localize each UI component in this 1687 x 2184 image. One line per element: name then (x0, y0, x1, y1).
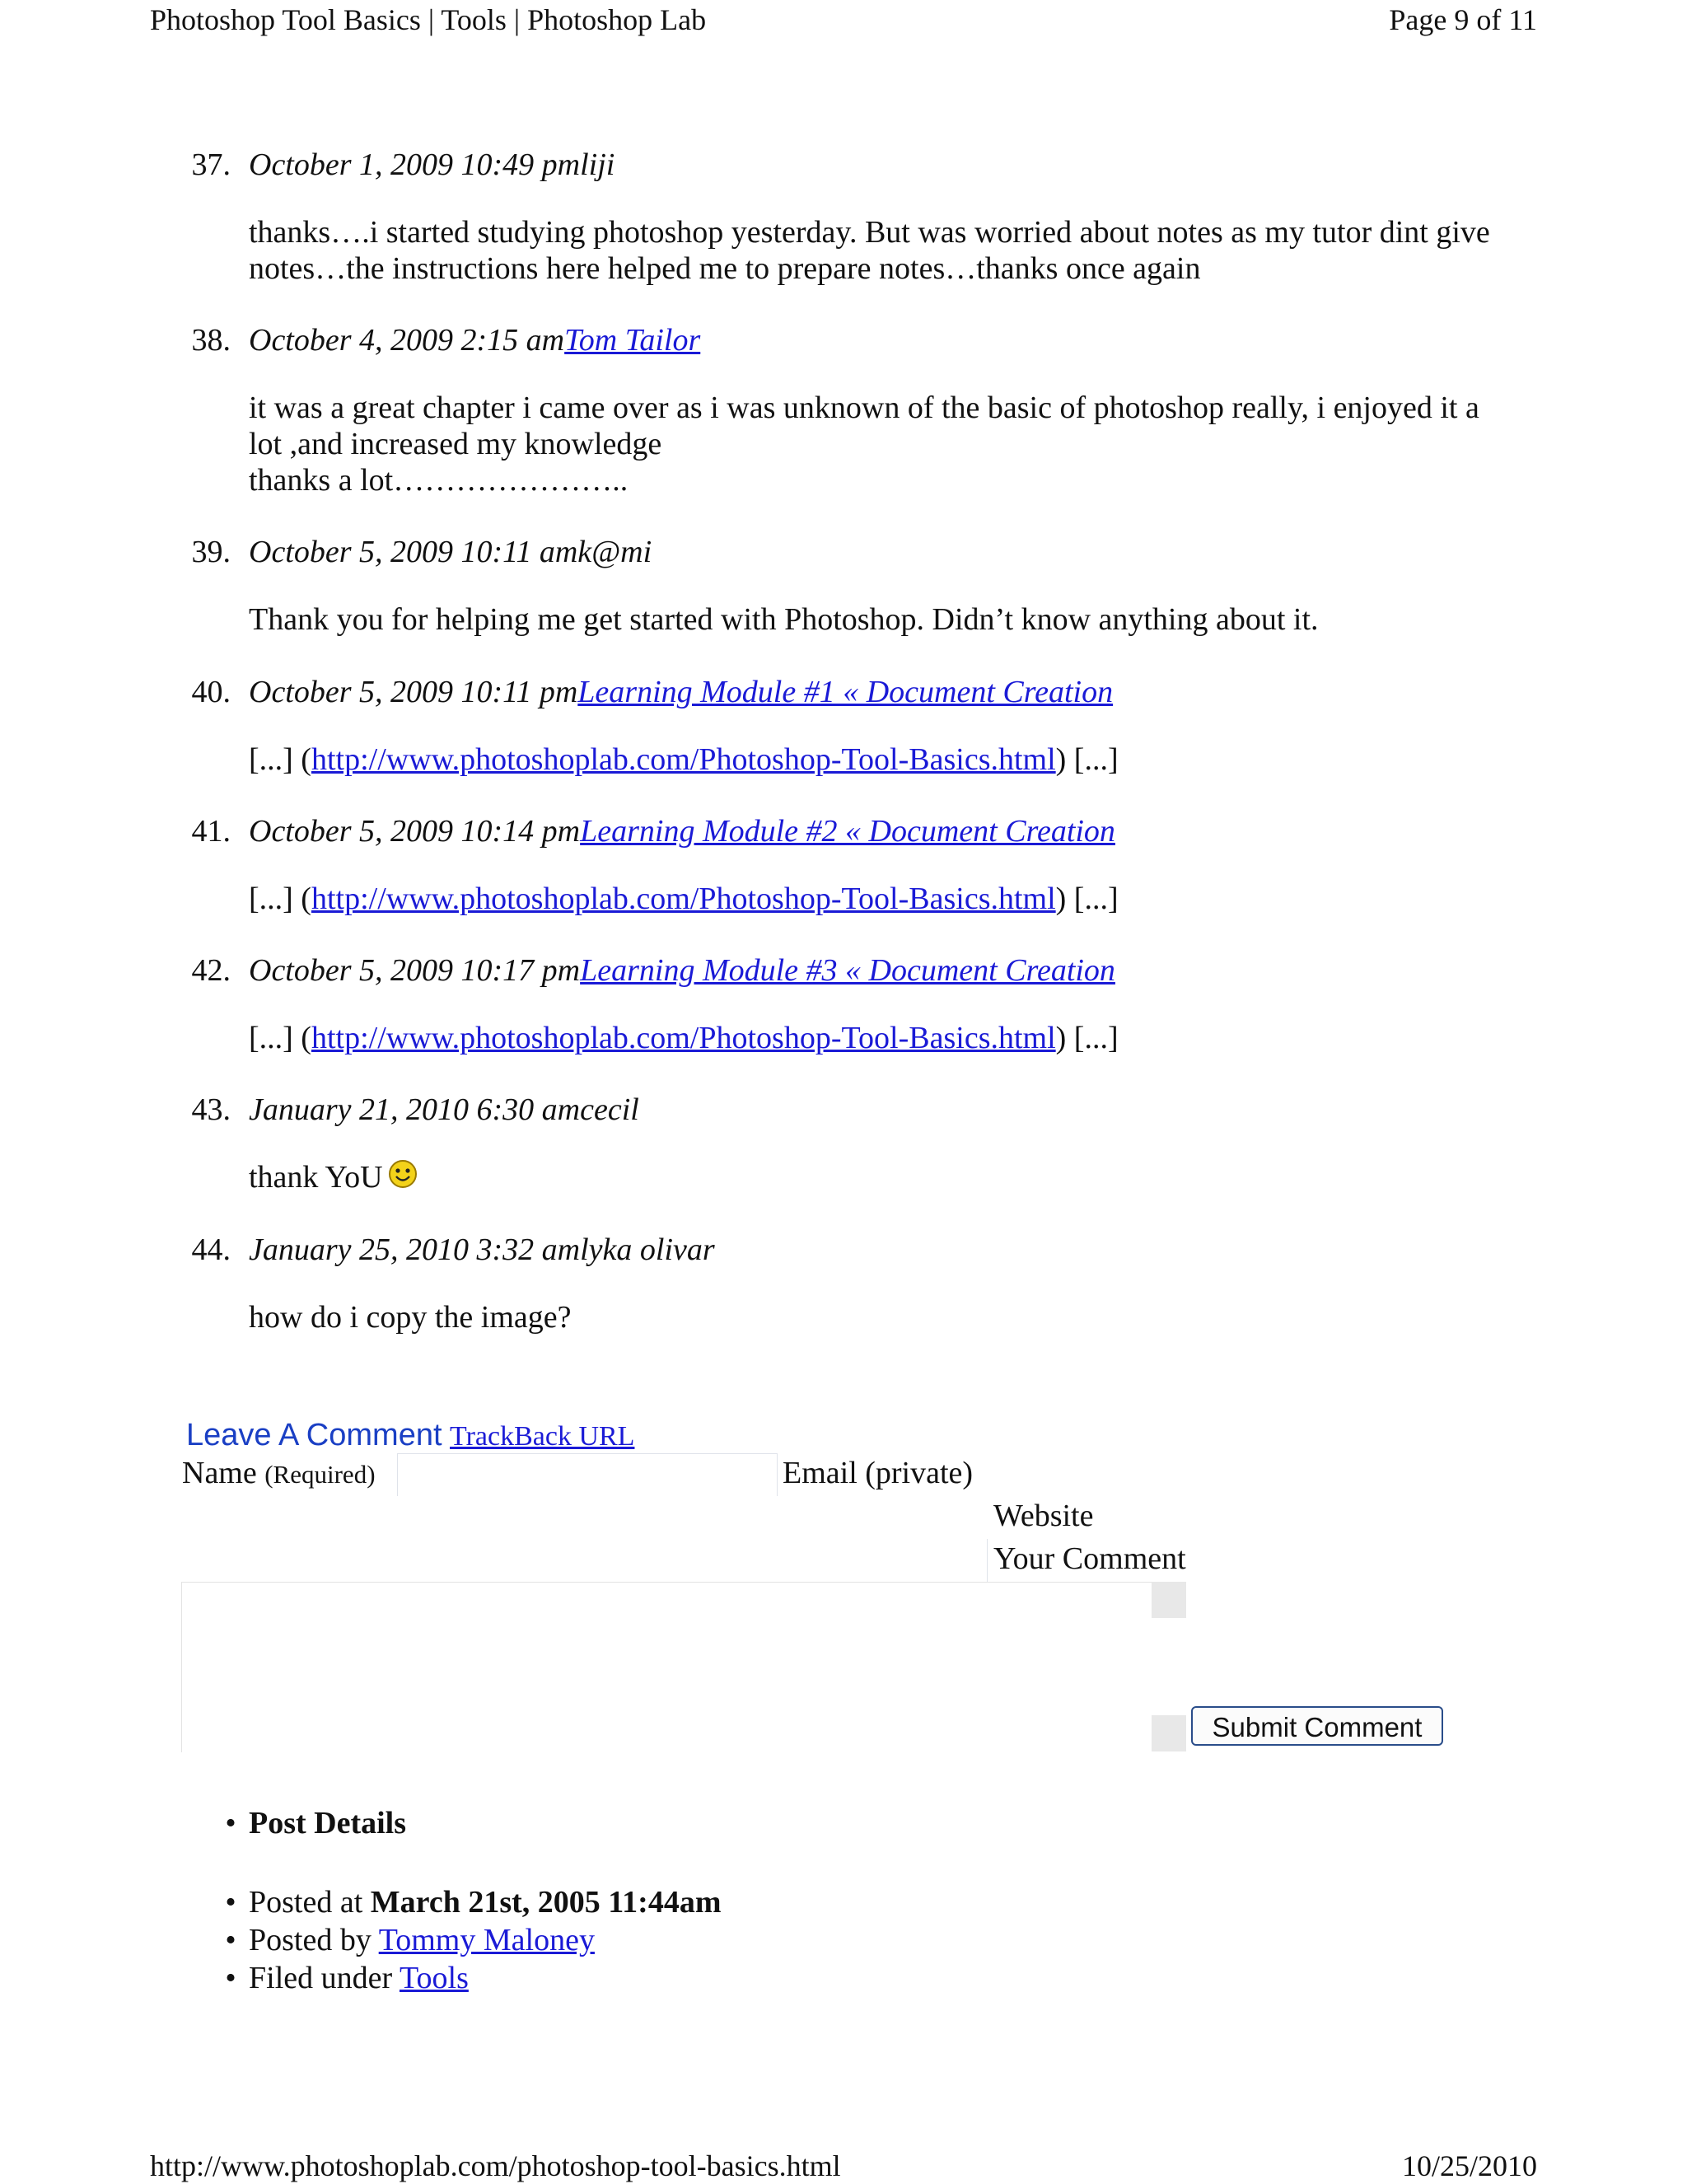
comment-date: October 5, 2009 10:11 am (249, 535, 578, 569)
website-label: Website (993, 1499, 1094, 1533)
excerpt-prefix: [...] ( (249, 742, 311, 777)
pingback-link[interactable]: Learning Module #1 « Document Creation (577, 675, 1114, 709)
comment-body-line: it was a great chapter i came over as i was unknown of the basic of photoshop really, i enjoyed it a lot ,and increased my knowledge (249, 391, 1479, 461)
comment-number: 43. (191, 1092, 231, 1127)
page-title: Photoshop Tool Basics | Tools | Photoshop Lab (150, 3, 707, 36)
comment-author: lyka olivar (580, 1232, 715, 1267)
posted-at-label: Posted at (249, 1885, 363, 1920)
bullet-icon: • (225, 1885, 236, 1920)
excerpt-suffix: ) [...] (1055, 742, 1119, 777)
comment-meta (249, 671, 1113, 713)
comment-text: thank YoU (249, 1160, 383, 1195)
comment-number: 42. (191, 953, 231, 988)
comment-date: October 5, 2009 10:11 pm (249, 675, 578, 709)
website-input[interactable] (181, 1539, 988, 1583)
excerpt-prefix: [...] ( (249, 882, 311, 916)
source-url-link[interactable]: http://www.photoshoplab.com/Photoshop-Tool-Basics.html (311, 742, 1056, 777)
comment-textarea[interactable] (181, 1582, 1154, 1752)
smiley-icon (388, 1159, 418, 1189)
submit-comment-button[interactable]: Submit Comment (1191, 1706, 1443, 1746)
comment-meta (249, 144, 615, 185)
source-url-link[interactable]: http://www.photoshoplab.com/Photoshop-Tool-Basics.html (311, 882, 1056, 916)
comment-body-line: thanks a lot………………….. (249, 463, 629, 498)
posted-at-value: March 21st, 2005 11:44am (370, 1885, 722, 1920)
textarea-scrollbar-bottom[interactable] (1152, 1715, 1186, 1751)
page-number: Page 9 of 11 (1389, 3, 1537, 36)
trackback-url-link[interactable]: TrackBack URL (450, 1421, 635, 1452)
posted-by-row (221, 1921, 962, 1959)
comment-body: Thank you for helping me get started with Photoshop. Didn’t know anything about it. (249, 602, 1319, 637)
pingback-link[interactable]: Learning Module #2 « Document Creation (580, 814, 1115, 849)
comment-date: January 25, 2010 3:32 am (249, 1232, 581, 1267)
comment-date: October 4, 2009 2:15 am (249, 323, 565, 358)
required-note: (Required) (264, 1460, 376, 1489)
comment-number: 40. (191, 675, 231, 709)
leave-comment-title: Leave A Comment (186, 1418, 442, 1452)
print-footer (150, 2148, 1537, 2184)
bullet-icon: • (225, 1806, 236, 1840)
posted-at-row (221, 1883, 962, 1921)
filed-under-label: Filed under (249, 1961, 393, 1995)
bullet-icon: • (225, 1961, 236, 1995)
comment-date: October 5, 2009 10:14 pm (249, 814, 581, 849)
comment-body (249, 1020, 1517, 1056)
print-header (150, 0, 1537, 40)
post-details-heading: Post Details (249, 1806, 407, 1840)
comment-label: Your Comment (993, 1541, 1186, 1576)
comment-author: k@mi (577, 535, 652, 569)
name-label: Name (Required) (182, 1456, 376, 1490)
comment-meta (249, 1089, 639, 1130)
comment-author: liji (580, 147, 615, 182)
comment-body (249, 390, 1517, 498)
comment-author: cecil (580, 1092, 639, 1127)
comment-body: thanks….i started studying photoshop yesterday. But was worried about notes as my tutor dint give notes…the instructions here helped me to prepare notes…thanks once again (249, 215, 1490, 286)
pingback-link[interactable]: Learning Module #3 « Document Creation (580, 953, 1115, 988)
comment-meta (249, 811, 1115, 852)
comment-body: how do i copy the image? (249, 1300, 572, 1335)
author-link[interactable]: Tommy Maloney (378, 1923, 595, 1957)
comment-meta (249, 320, 700, 361)
source-url-link[interactable]: http://www.photoshoplab.com/Photoshop-Tool-Basics.html (311, 1021, 1056, 1055)
excerpt-suffix: ) [...] (1055, 882, 1119, 916)
comment-date: October 5, 2009 10:17 pm (249, 953, 581, 988)
email-label: Email (private) (783, 1456, 974, 1490)
bullet-icon: • (225, 1923, 236, 1957)
excerpt-suffix: ) [...] (1055, 1021, 1119, 1055)
comment-meta (249, 1229, 715, 1270)
excerpt-prefix: [...] ( (249, 1021, 311, 1055)
comment-author-link[interactable]: Tom Tailor (564, 323, 701, 358)
comment-number: 37. (191, 147, 231, 182)
comment-number: 44. (191, 1232, 231, 1267)
page-url: http://www.photoshoplab.com/photoshop-tool-basics.html (150, 2149, 841, 2182)
category-link[interactable]: Tools (399, 1961, 469, 1995)
name-input[interactable] (397, 1453, 778, 1498)
filed-under-row (221, 1959, 962, 1997)
comment-date: January 21, 2010 6:30 am (249, 1092, 581, 1127)
comment-meta (249, 950, 1115, 991)
comment-body (249, 1159, 1517, 1195)
details-heading-row (221, 1804, 962, 1845)
comment-body (249, 881, 1517, 917)
print-date: 10/25/2010 (1401, 2149, 1537, 2182)
comment-body (249, 741, 1517, 778)
leave-comment-heading (186, 1414, 634, 1458)
textarea-scrollbar-top[interactable] (1152, 1582, 1186, 1618)
comment-number: 38. (191, 323, 231, 358)
email-input[interactable] (181, 1496, 987, 1540)
comment-number: 41. (191, 814, 231, 849)
comment-date: October 1, 2009 10:49 pm (249, 147, 581, 182)
comment-meta (249, 531, 652, 573)
comment-number: 39. (191, 535, 231, 569)
posted-by-label: Posted by (249, 1923, 372, 1957)
